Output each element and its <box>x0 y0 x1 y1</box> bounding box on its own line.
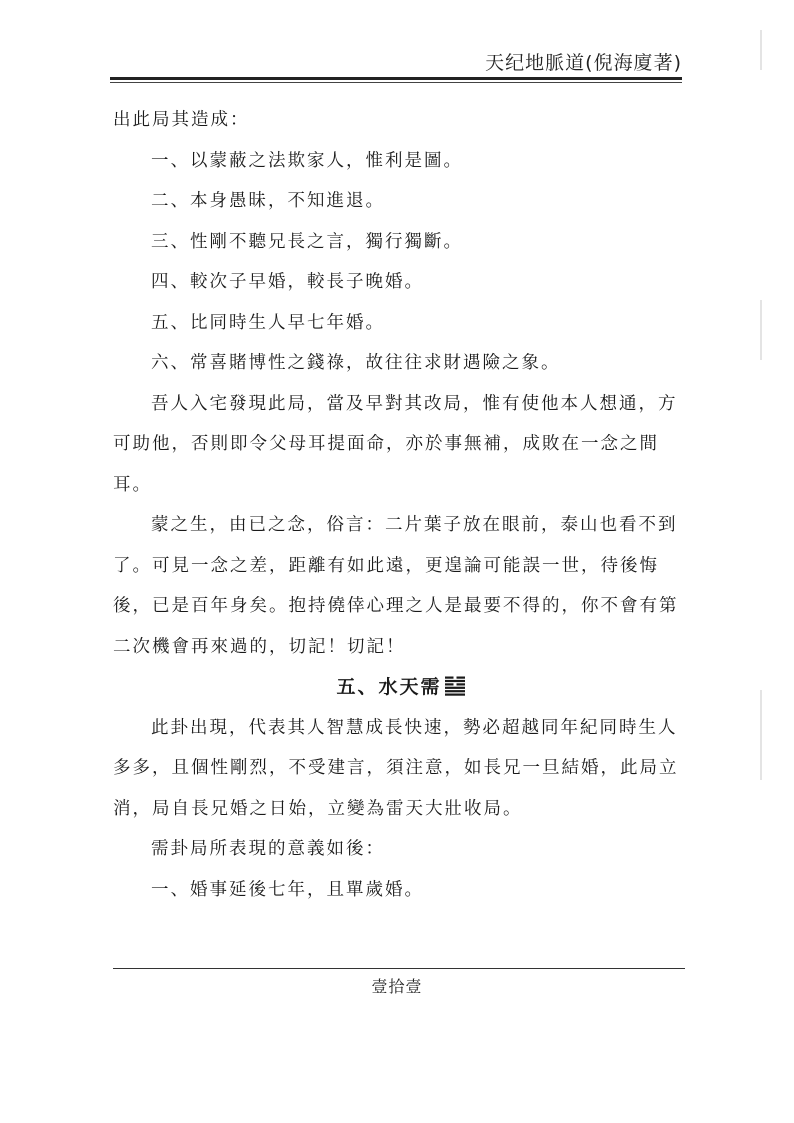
scan-edge-mark <box>760 690 762 780</box>
xu-hexagram-icon <box>444 676 466 696</box>
body-text <box>113 100 689 910</box>
paragraph: 此卦出現，代表其人智慧成長快速，勢必超越同年紀同時生人多多，且個性剛烈，不受建言，須注意，如長兄一旦結婚，此局立消，局自長兄婚之日始，立變為雷天大壯收局。 <box>113 717 679 819</box>
list-item: 五、比同時生人早七年婚。 <box>151 312 385 333</box>
list-item: 二、本身愚昧，不知進退。 <box>151 191 385 211</box>
list-item: 三、性剛不聽兄長之言，獨行獨斷。 <box>151 231 463 252</box>
page-number: 壹拾壹 <box>371 977 423 996</box>
paragraph: 需卦局所表現的意義如後： <box>151 839 385 859</box>
list-item: 六、常喜賭博性之錢祿，故往往求財遇險之象。 <box>151 353 561 373</box>
list-item: 一、婚事延後七年，且單歲婚。 <box>151 879 424 900</box>
paragraph: 蒙之生，由已之念，俗言：二片葉子放在眼前，泰山也看不到了。可見一念之差，距離有如此遠，更遑論可能誤一世，待後悔後，已是百年身矣。抱持僥倖心理之人是最要不得的，你不會有第二次機會再來過的，切記！切記！ <box>113 515 679 657</box>
scan-edge-mark <box>760 30 762 70</box>
paragraph: 吾人入宅發現此局，當及早對其改局，惟有使他本人想通，方可助他，否則即令父母耳提面命，亦於事無補，成敗在一念之間耳。 <box>113 393 678 495</box>
section-heading <box>113 667 689 708</box>
paragraph: 出此局其造成： <box>113 110 250 130</box>
header-rule-thick <box>110 77 682 80</box>
list-item: 一、以蒙蔽之法欺家人，惟利是圖。 <box>151 150 463 171</box>
section-heading-text: 五、水天需 <box>336 676 442 698</box>
scan-edge-mark <box>760 300 762 360</box>
footer-rule <box>113 968 685 969</box>
running-header-title: 天纪地脈道(倪海廈著) <box>485 52 682 74</box>
list-item: 四、較次子早婚，較長子晚婚。 <box>151 272 424 292</box>
header-rule-thin <box>110 82 682 83</box>
